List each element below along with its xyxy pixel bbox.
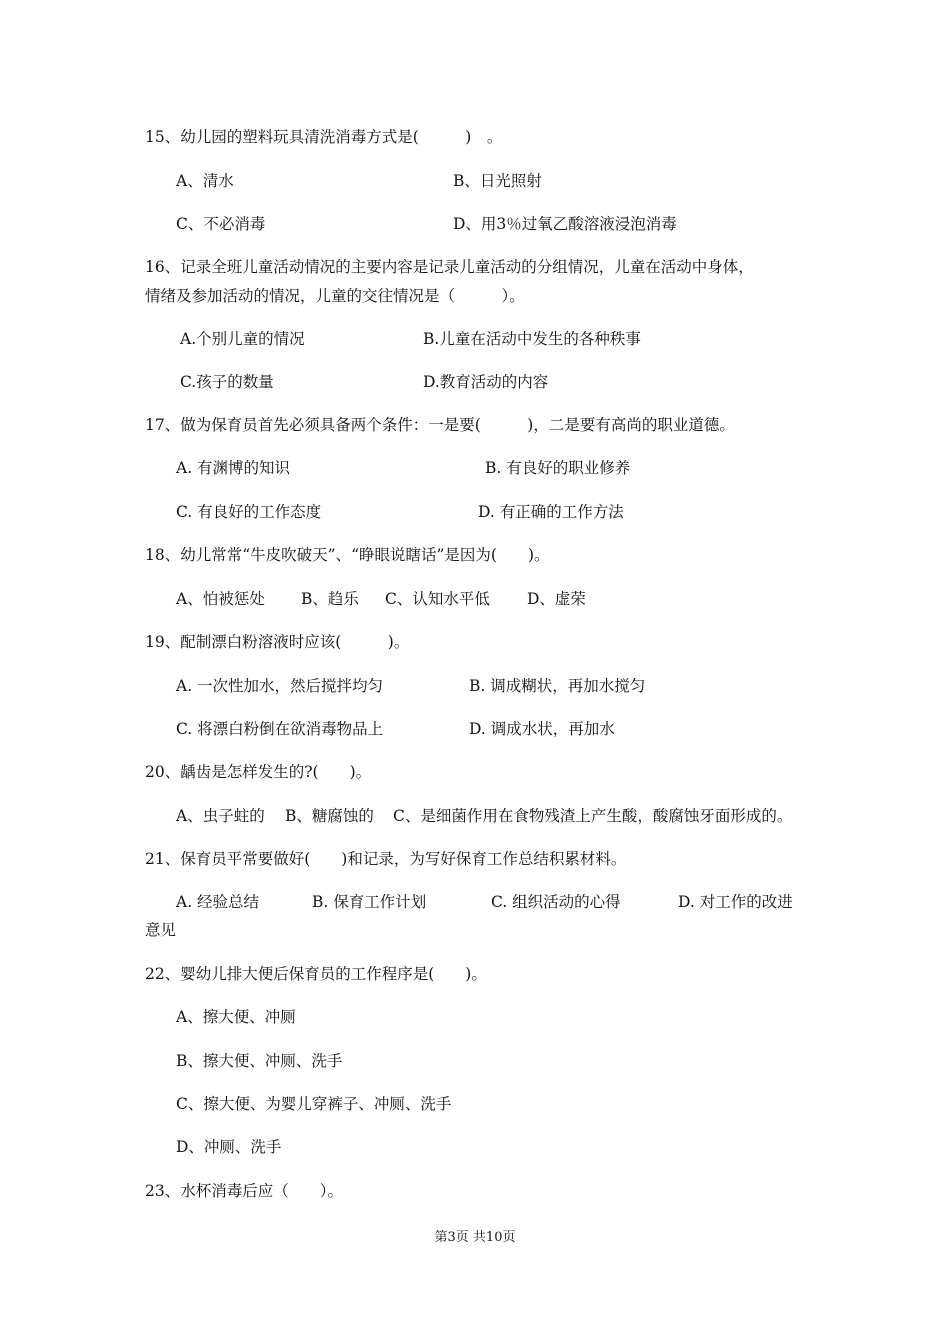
question-22-option-b: B、擦大便、冲厕、洗手 (176, 1052, 343, 1070)
question-18-stem: 18、幼儿常常“牛皮吹破天”、“睁眼说瞎话”是因为( )。 (145, 546, 550, 564)
question-23-stem: 23、水杯消毒后应（ ）。 (145, 1182, 343, 1200)
question-21-option-c: C. 组织活动的心得 (491, 893, 621, 911)
question-20-option-b: B、糖腐蚀的 (285, 807, 374, 825)
question-15-option-a: A、清水 (176, 172, 234, 190)
question-21-option-d: D. 对工作的改进 (678, 893, 793, 911)
question-15-option-c: C、不必消毒 (176, 215, 266, 233)
question-17-option-a: A. 有渊博的知识 (176, 459, 291, 477)
question-18-option-a: A、怕被惩处 (176, 590, 265, 608)
question-22-stem: 22、婴幼儿排大便后保育员的工作程序是( )。 (145, 965, 487, 983)
question-15-option-b: B、日光照射 (453, 172, 542, 190)
question-16-option-c: C.孩子的数量 (180, 373, 274, 391)
question-18-option-d: D、虚荣 (527, 590, 586, 608)
question-21-stem: 21、保育员平常要做好( )和记录，为写好保育工作总结积累材料。 (145, 850, 627, 868)
question-22-option-c: C、擦大便、为婴儿穿裤子、冲厕、洗手 (176, 1095, 452, 1113)
question-17-option-b: B. 有良好的职业修养 (485, 459, 631, 477)
question-16-stem-line-2: 情绪及参加活动的情况，儿童的交往情况是（ ）。 (145, 287, 525, 305)
question-22-option-a: A、擦大便、冲厕 (176, 1008, 296, 1026)
page-footer: 第3页 共10页 (434, 1230, 516, 1245)
question-19-option-d: D. 调成水状，再加水 (469, 720, 615, 738)
question-20-option-c: C、是细菌作用在食物残渣上产生酸，酸腐蚀牙面形成的。 (393, 807, 793, 825)
question-16-stem-line-1: 16、记录全班儿童活动情况的主要内容是记录儿童活动的分组情况，儿童在活动中身体， (145, 258, 754, 276)
question-18-option-c: C、认知水平低 (385, 590, 490, 608)
question-21-option-a: A. 经验总结 (176, 893, 260, 911)
question-17-option-d: D. 有正确的工作方法 (478, 503, 624, 521)
question-18-option-b: B、趋乐 (301, 590, 359, 608)
question-22-option-d: D、冲厕、洗手 (176, 1138, 282, 1156)
question-17-stem: 17、做为保育员首先必须具备两个条件：一是要( )，二是要有高尚的职业道德。 (145, 416, 735, 434)
question-21-continuation: 意见 (145, 921, 177, 939)
question-19-option-c: C. 将漂白粉倒在欲消毒物品上 (176, 720, 384, 738)
question-20-stem: 20、龋齿是怎样发生的?( )。 (145, 763, 372, 781)
question-20-option-a: A、虫子蛀的 (176, 807, 265, 825)
question-15-option-d: D、用3％过氧乙酸溶液浸泡消毒 (453, 215, 677, 233)
question-17-option-c: C. 有良好的工作态度 (176, 503, 322, 521)
question-19-option-a: A. 一次性加水，然后搅拌均匀 (176, 677, 384, 695)
question-21-option-b: B. 保育工作计划 (312, 893, 427, 911)
question-16-option-d: D.教育活动的内容 (423, 373, 549, 391)
question-16-option-b: B.儿童在活动中发生的各种秩事 (423, 330, 641, 348)
question-19-option-b: B. 调成糊状，再加水搅匀 (469, 677, 646, 695)
question-19-stem: 19、配制漂白粉溶液时应该( )。 (145, 633, 410, 651)
question-15-stem: 15、幼儿园的塑料玩具清洗消毒方式是( ) 。 (145, 128, 503, 146)
question-16-option-a: A.个别儿童的情况 (180, 330, 305, 348)
